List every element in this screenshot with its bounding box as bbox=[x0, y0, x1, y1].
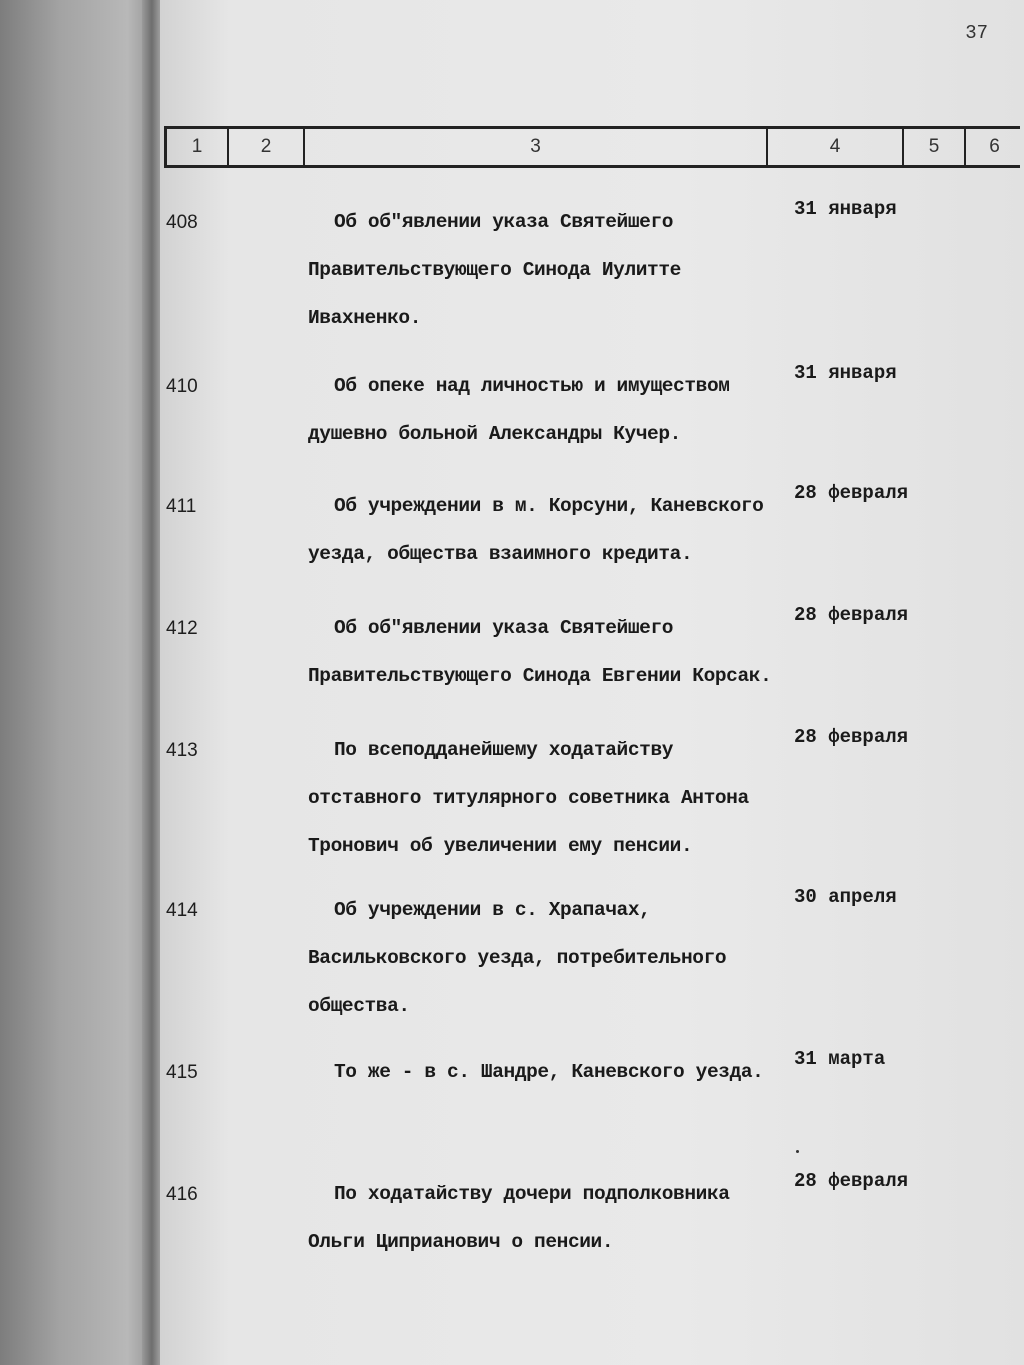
entry-date: 28 февраля bbox=[794, 726, 909, 748]
entry-description: Об об"явлении указа Святейшего Правительствующего Синода Иулитте Ивахненко. bbox=[308, 211, 681, 329]
column-header-4: 4 bbox=[768, 129, 904, 165]
entry-date: 28 февраля bbox=[794, 482, 909, 504]
entry-date: 31 января bbox=[794, 362, 897, 384]
entry-number: 410 bbox=[166, 376, 198, 397]
entry-date: 28 февраля bbox=[794, 1170, 909, 1192]
ink-speck bbox=[796, 1150, 799, 1153]
entry-date: 28 февраля bbox=[794, 604, 909, 626]
entry-description: Об опеке над личностью и имуществом душевно больной Александры Кучер. bbox=[308, 375, 730, 445]
entry-description: Об учреждении в с. Храпачах, Васильковского уезда, потребительного общества. bbox=[308, 899, 727, 1017]
entry-number: 411 bbox=[166, 496, 197, 517]
entry-number: 413 bbox=[166, 740, 198, 761]
column-header-1: 1 bbox=[167, 129, 229, 165]
entry-description: Об об"явлении указа Святейшего Правительствующего Синода Евгении Корсак. bbox=[308, 617, 772, 687]
entry-description: По всеподданейшему ходатайству отставного титулярного советника Антона Тронович об увеличении ему пенсии. bbox=[308, 739, 749, 857]
facing-page bbox=[0, 0, 150, 1365]
entry-description: Об учреждении в м. Корсуни, Каневского уезда, общества взаимного кредита. bbox=[308, 495, 764, 565]
entry-number: 408 bbox=[166, 212, 198, 233]
column-header-2: 2 bbox=[229, 129, 305, 165]
entry-number: 412 bbox=[166, 618, 198, 639]
entry-date: 31 марта bbox=[794, 1048, 886, 1070]
column-header-3: 3 bbox=[305, 129, 768, 165]
page-number: 37 bbox=[965, 22, 988, 44]
entry-description: То же - в с. Шандре, Каневского уезда. bbox=[334, 1061, 764, 1083]
column-header-row bbox=[164, 126, 1020, 168]
entry-number: 416 bbox=[166, 1184, 198, 1205]
entry-date: 30 апреля bbox=[794, 886, 897, 908]
entry-description: По ходатайству дочери подполковника Ольги Циприанович о пенсии. bbox=[308, 1183, 730, 1253]
entry-number: 415 bbox=[166, 1062, 198, 1083]
entry-date: 31 января bbox=[794, 198, 897, 220]
document-page bbox=[160, 0, 1024, 1365]
column-header-5: 5 bbox=[904, 129, 966, 165]
column-header-6: 6 bbox=[989, 136, 1000, 157]
entry-number: 414 bbox=[166, 900, 198, 921]
